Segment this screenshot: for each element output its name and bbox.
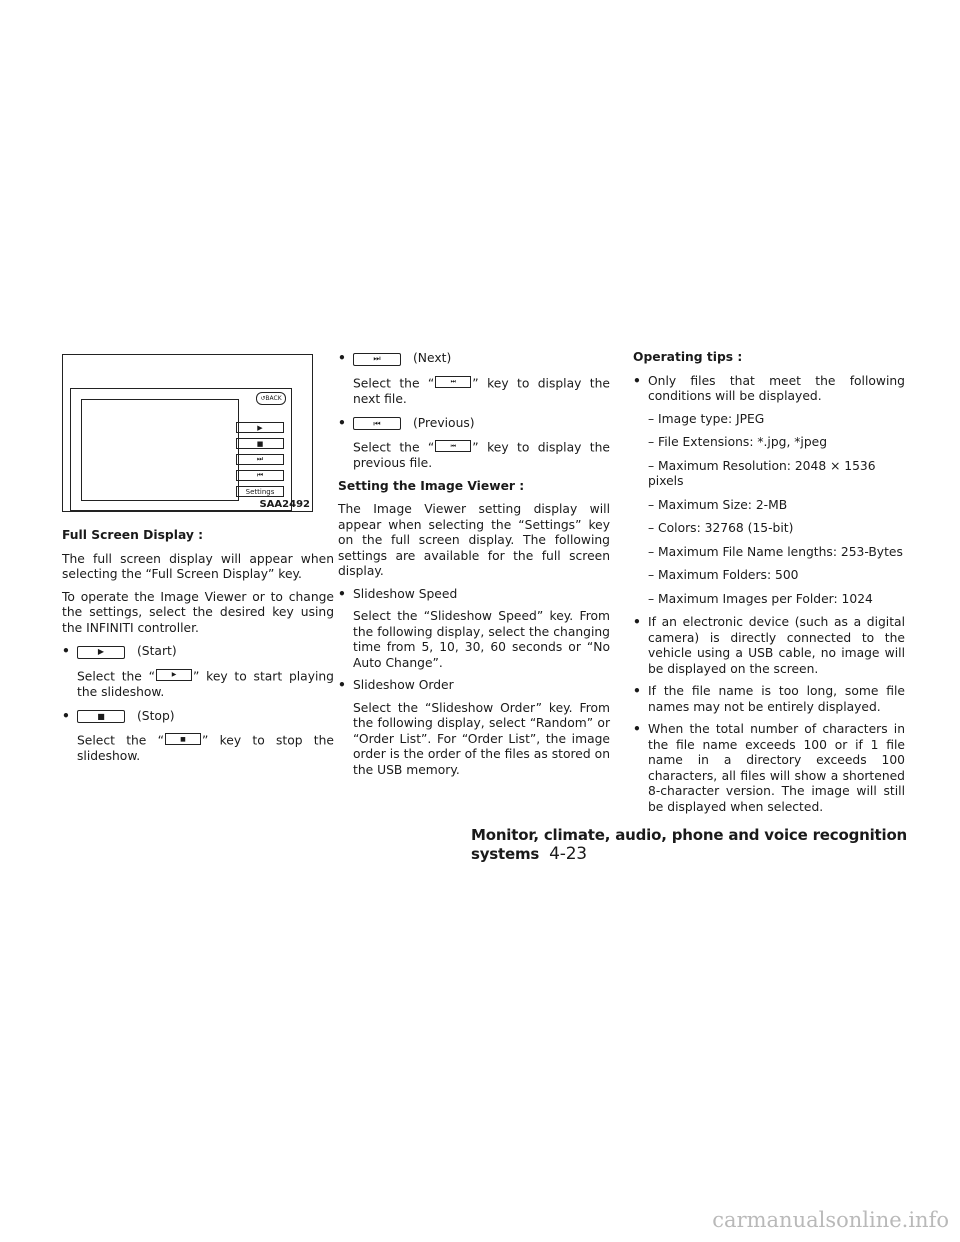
back-arrow-icon: ↺ bbox=[260, 395, 266, 402]
play-key bbox=[236, 422, 284, 433]
condition-item: – Maximum Resolution: 2048 × 1536 pixels bbox=[648, 458, 876, 488]
next-key bbox=[236, 454, 284, 465]
bullet: • bbox=[62, 708, 70, 723]
play-icon: ▶ bbox=[97, 647, 105, 657]
slideshow-order-title: Slideshow Order bbox=[353, 678, 454, 692]
operating-tips-heading: Operating tips : bbox=[633, 350, 743, 364]
slideshow-order-text: Select the “Slideshow Order” key. From the following display, select “Random” or “Order List”. For “Order List”, the image order is the order of the files as stored on the USB memory. bbox=[353, 700, 610, 777]
settings-heading: Setting the Image Viewer : bbox=[338, 478, 525, 493]
stop-description bbox=[62, 733, 334, 764]
previous-track-icon: ⏮ bbox=[373, 418, 381, 428]
condition-item: – Image type: JPEG bbox=[648, 411, 765, 426]
bullet: • bbox=[338, 678, 346, 692]
prev-post: ” key to display the previous file. bbox=[353, 440, 610, 470]
next-key-row bbox=[338, 350, 610, 368]
tip-2 bbox=[633, 615, 905, 677]
bullet: • bbox=[633, 373, 641, 388]
start-post: ” key to start playing the slideshow. bbox=[77, 669, 334, 699]
bullet: • bbox=[62, 644, 70, 659]
settings-paragraph: The Image Viewer setting display will appear when selecting the “Settings” key on the full screen display. The following settings are available for the full screen display. bbox=[338, 502, 610, 578]
bullet: • bbox=[633, 684, 641, 698]
column-3 bbox=[633, 350, 905, 822]
condition-item: – Maximum Size: 2-MB bbox=[648, 497, 788, 512]
previous-description bbox=[338, 440, 610, 471]
tip-2-text: If an electronic device (such as a digital camera) is directly connected to the vehicle using a USB cable, no image will be displayed on the screen. bbox=[648, 615, 905, 676]
start-key bbox=[77, 646, 125, 659]
image-display-area bbox=[81, 399, 239, 501]
next-key bbox=[353, 353, 401, 366]
full-screen-paragraph-1: The full screen display will appear when selecting the “Full Screen Display” key. bbox=[62, 551, 334, 581]
tip-1 bbox=[633, 374, 905, 405]
page-number: 4-23 bbox=[549, 844, 587, 864]
previous-key bbox=[236, 470, 284, 481]
previous-key bbox=[353, 417, 401, 430]
condition-item: – Colors: 32768 (15-bit) bbox=[648, 521, 794, 535]
tip-3-text: If the file name is too long, some file names may not be entirely displayed. bbox=[648, 684, 905, 714]
start-key-row bbox=[62, 643, 334, 661]
column-1 bbox=[62, 528, 334, 772]
bullet: • bbox=[338, 351, 346, 366]
next-track-icon: ⏭ bbox=[256, 455, 264, 463]
column-2 bbox=[338, 350, 610, 785]
previous-label: (Previous) bbox=[413, 415, 475, 430]
stop-label: (Stop) bbox=[137, 708, 175, 723]
condition-item: – Maximum File Name lengths: 253-Bytes bbox=[648, 544, 903, 559]
stop-pre: Select the “ bbox=[77, 733, 164, 748]
stop-post: ” key to stop the slideshow. bbox=[77, 733, 334, 763]
watermark: carmanualsonline.info bbox=[712, 1208, 949, 1232]
next-post: ” key to display the next file. bbox=[353, 376, 610, 406]
next-track-icon: ⏭ bbox=[435, 376, 471, 388]
previous-key-row bbox=[338, 414, 610, 432]
tip-4-text: When the total number of characters in the file name exceeds 100 or if 1 file name in a directory exceeds 100 characters, all files will show a shortened 8-character version. The image will still be displayed when selected. bbox=[648, 722, 905, 814]
start-description bbox=[62, 669, 334, 700]
full-screen-paragraph-2: To operate the Image Viewer or to change the settings, select the desired key using the INFINITI controller. bbox=[62, 589, 334, 635]
stop-key bbox=[77, 710, 125, 723]
next-track-icon: ⏭ bbox=[373, 354, 381, 364]
previous-track-icon: ⏮ bbox=[256, 471, 264, 479]
tip-4 bbox=[633, 722, 905, 815]
tip-1-text: Only files that meet the following conditions will be displayed. bbox=[648, 373, 905, 403]
stop-icon: ■ bbox=[165, 733, 201, 745]
slideshow-speed-text: Select the “Slideshow Speed” key. From the following display, select the changing time from 5, 10, 30, 60 seconds or “No Auto Change”. bbox=[353, 609, 610, 670]
condition-item: – Maximum Images per Folder: 1024 bbox=[648, 591, 873, 606]
bullet: • bbox=[338, 586, 346, 601]
screen-figure bbox=[62, 354, 313, 512]
tip-3 bbox=[633, 684, 905, 715]
play-icon: ▶ bbox=[156, 669, 192, 681]
next-description bbox=[338, 376, 610, 407]
start-pre: Select the “ bbox=[77, 669, 156, 684]
slideshow-speed-title: Slideshow Speed bbox=[353, 586, 458, 601]
slideshow-speed-item bbox=[338, 587, 610, 603]
section-title: Monitor, climate, audio, phone and voice recognition systems bbox=[471, 826, 908, 863]
stop-key bbox=[236, 438, 284, 449]
full-screen-heading: Full Screen Display : bbox=[62, 528, 204, 542]
start-label: (Start) bbox=[137, 644, 177, 659]
stop-key-row bbox=[62, 707, 334, 725]
play-icon: ▶ bbox=[257, 423, 263, 432]
bullet: • bbox=[633, 615, 641, 629]
prev-pre: Select the “ bbox=[353, 440, 435, 455]
slideshow-order-item bbox=[338, 678, 610, 694]
back-label: BACK bbox=[265, 395, 282, 402]
next-label: (Next) bbox=[413, 351, 452, 366]
conditions-list bbox=[633, 412, 905, 608]
figure-code: SAA2492 bbox=[259, 499, 310, 510]
bullet: • bbox=[338, 415, 346, 430]
bullet: • bbox=[633, 722, 641, 736]
condition-item: – File Extensions: *.jpg, *jpeg bbox=[648, 435, 828, 449]
condition-item: – Maximum Folders: 500 bbox=[648, 568, 799, 582]
settings-key bbox=[236, 486, 284, 497]
stop-icon: ■ bbox=[97, 711, 105, 721]
next-pre: Select the “ bbox=[353, 376, 435, 391]
previous-track-icon: ⏮ bbox=[435, 440, 471, 452]
page-footer bbox=[471, 826, 960, 864]
settings-label: Settings bbox=[245, 487, 275, 496]
stop-icon: ■ bbox=[256, 439, 264, 448]
